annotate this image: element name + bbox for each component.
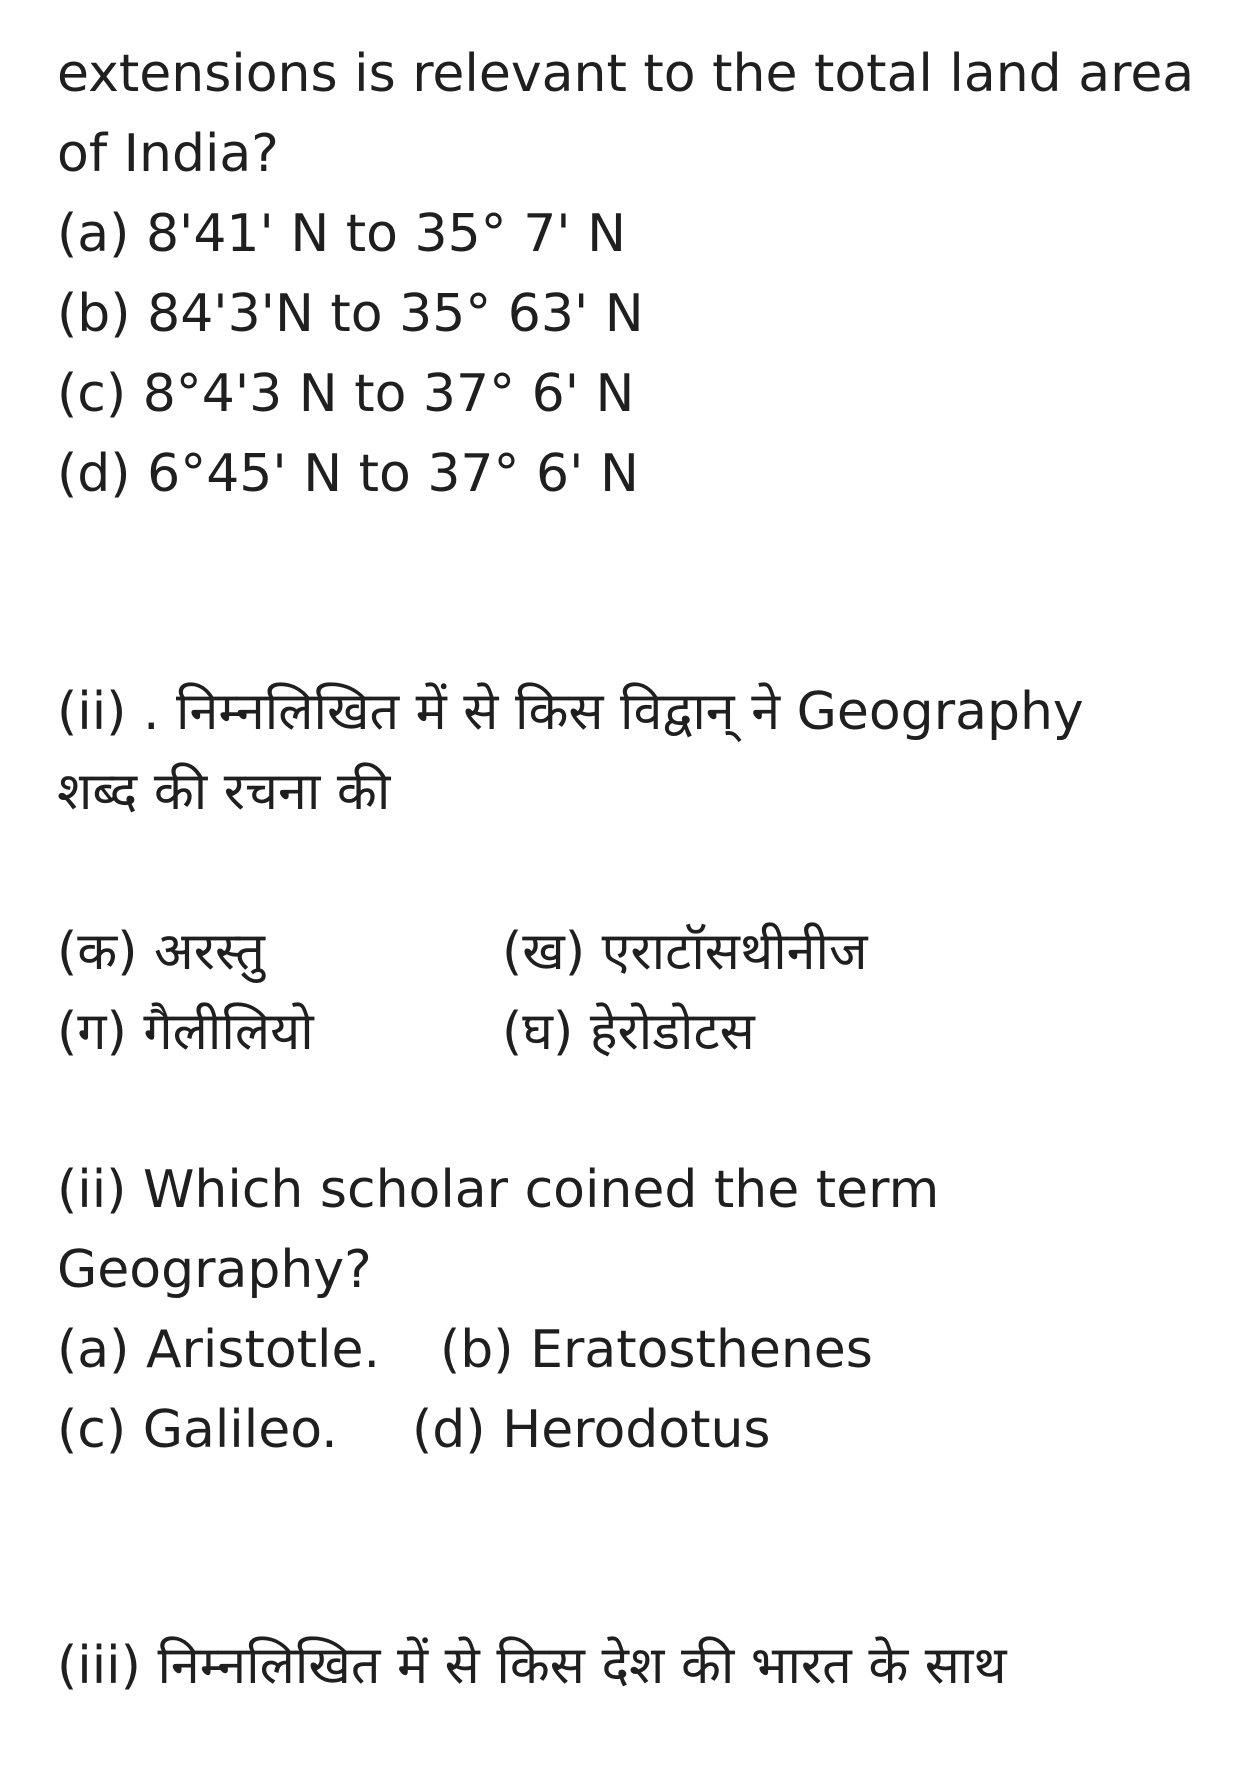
q2-english-option-b: (b) Eratosthenes — [440, 1320, 873, 1380]
q2-english-option-c: (c) Galileo. — [57, 1400, 338, 1460]
q1-option-c: (c) 8°4'3 N to 37° 6' N — [57, 364, 635, 424]
q2-hindi-stem-line-1: (ii) . निम्नलिखित में से किस विद्वान् ने Geography — [57, 682, 1084, 742]
q1-stem-line-1: extensions is relevant to the total land area — [57, 44, 1195, 104]
q2-hindi-option-kha: (ख) एराटॉसथीनीज — [502, 922, 868, 982]
q2-english-option-d: (d) Herodotus — [412, 1400, 771, 1460]
q2-hindi-option-gha: (घ) हेरोडोटस — [502, 1002, 755, 1062]
q1-option-b: (b) 84'3'N to 35° 63' N — [57, 284, 644, 344]
q3-hindi-stem-line-1: (iii) निम्नलिखित में से किस देश की भारत के साथ — [57, 1636, 1007, 1696]
q2-english-option-a: (a) Aristotle. — [57, 1320, 381, 1380]
q1-option-a: (a) 8'41' N to 35° 7' N — [57, 204, 627, 264]
q2-english-stem-line-1: (ii) Which scholar coined the term — [57, 1160, 940, 1220]
q2-hindi-stem-line-2: शब्द की रचना की — [57, 762, 391, 822]
q2-english-stem-line-2: Geography? — [57, 1240, 372, 1300]
q1-stem-line-2: of India? — [57, 124, 279, 184]
q2-hindi-option-ka: (क) अरस्तु — [57, 922, 265, 982]
q2-hindi-option-ga: (ग) गैलीलियो — [57, 1002, 314, 1062]
q1-option-d: (d) 6°45' N to 37° 6' N — [57, 444, 639, 504]
